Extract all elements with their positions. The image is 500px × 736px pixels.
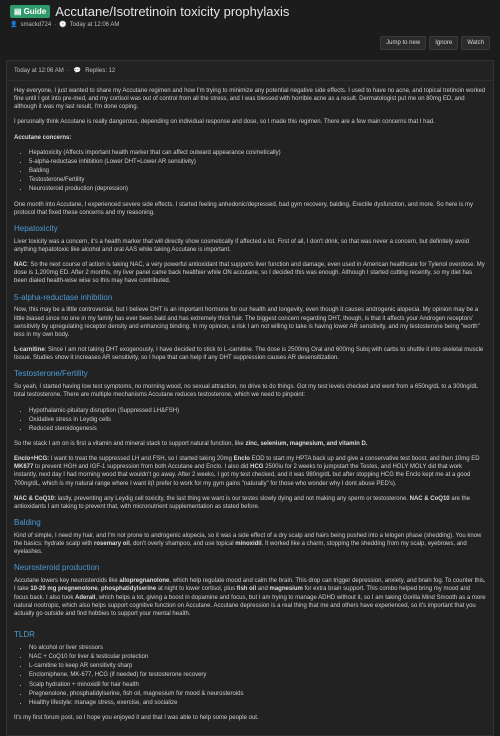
list-item: • Hypothalamic-pituitary disruption (Suppressed LH&FSH) bbox=[29, 407, 486, 415]
stack-paragraph: So the stack I am on is first a vitamin and mineral stack to support natural function, like zinc, selenium, magnesium, and vitamin D. bbox=[14, 441, 368, 447]
outro-paragraph: It's my first forum post, so I hope you enjoyed it and that I was able to help some people out. bbox=[14, 715, 259, 722]
concerns-list bbox=[14, 149, 486, 194]
tldr-heading: TLDR bbox=[14, 630, 35, 640]
reply-count: Replies: 12 bbox=[85, 67, 116, 74]
list-item: • Balding bbox=[29, 167, 486, 175]
list-item: • Oxidative stress in Leydig cells bbox=[29, 416, 486, 424]
testosterone-heading: Testosterone/Fertility bbox=[14, 369, 88, 379]
balding-heading: Balding bbox=[14, 518, 41, 528]
neurosteroid-paragraph: Accutane lowers key neurosteroids like allopregnanolone, which help regulate mood and calm the brain. This drop can trigger depression, anxiety, and brain fog. To counter this, I take 10-20 mg pregnenolone, phosphatidylserine at night to lower cortisol, plus fish oil and magnesium for extra brain support. This combo helped bring my mood and focus back. I also took Aderall, which helps a lot, giving a boost in dopamine and focus, but I am trying to manage ADHD without it, so I am taking Gorilla Mind Smooth as a more natural nootropic, which also helps support cognitive function on Accutane. Accutane depression is a real thing that me and others have experienced, so it's important that you actually go outside and find hobbies to support your mental health. bbox=[14, 578, 486, 617]
5ar-heading: 5-alpha-reductase inhibition bbox=[14, 292, 113, 302]
post-body bbox=[7, 81, 493, 735]
jump-to-new-button[interactable]: Jump to new bbox=[380, 36, 426, 50]
list-item: • Hepatoxicity (Affects important health marker that can affect outward appearance cosmetically) bbox=[29, 149, 486, 157]
balding-paragraph: Kind of simple, I need my hair, and I'm not prone to androgenic alopecia, so it was a side effect of a dry scalp and hairs being pushed into a telogen phase (shedding). You know the basics: hydrate scalp with rosemary oil, don't overly shampoo, and use topical minoxidil. It worked like a charm, stopping the shedding from my scalp, eyebrows, and eyelashes. bbox=[14, 532, 482, 556]
thread-header bbox=[0, 0, 500, 28]
thread-time: Today at 12:06 AM bbox=[69, 21, 120, 28]
list-item: • L-carnitine to keep AR sensitivity sharp bbox=[29, 662, 486, 670]
watch-button[interactable]: Watch bbox=[461, 36, 490, 50]
separator: · bbox=[67, 67, 70, 74]
clock-icon: 🕒 bbox=[59, 22, 67, 28]
list-item: • NAC + CoQ10 for liver & testicular protection bbox=[29, 653, 486, 661]
one-month-paragraph: One month into Accutane, I experienced severe side effects. I started feeling anhedonic/depressed, bad gym recovery, balding, Erectile dysfunction, and more. So here is my protocol that fixed these concerns and my reasoning. bbox=[14, 201, 474, 216]
hepatoxicity-paragraph: Liver toxicity was a concern, it's a health marker that will directly show cosmetically if affected a lot. First of all, I don't drink, so that was never a concern, but definitely avoid anything hepatotoxic like alcohol and oral AAS while taking Accutane is important. bbox=[14, 238, 470, 253]
testosterone-paragraph: So yeah, I started having low test symptoms, no morning wood, no sexual attraction, no drive to do things. Got my test levels checked and went from a 650ng/dL to a 300ng/dL total testosterone. There are multiple mechanisms Accutane reduces testosterone, which we need to pinpoint: bbox=[14, 384, 478, 399]
5ar-paragraph: Now, this may be a little controversial, but I believe DHT is an important hormone for our health and longevity, even though it causes androgenic alopecia. My opinion may be a little biased since no one in my family has ever been bald and has extremely thick hair. The biggest concern regarding DHT, though, is that it affects your Androgen receptors' sensitivity by upregulating receptor density and enhancing binding. In my opinion, a risk I am not willing to take is having lower AR sensitivity, and my testosterone being "worth" less in my own body. bbox=[14, 307, 480, 338]
ignore-button[interactable]: Ignore bbox=[429, 36, 458, 50]
intro-paragraph: Hey everyone, I just wanted to share my Accutane regimen and how I'm trying to minimize any potential negative side effects. I used to have no acne, and topical tretinoin worked fine until I got into pre-med, and my cortisol was out of control from all the stress, and I was blessed with horrible acne as a result. Dermatologist put me on 80mg ED, and although it was my last result, I'm done coping. bbox=[14, 88, 486, 111]
mechanisms-list bbox=[14, 407, 486, 433]
concerns-heading: Accutane concerns: bbox=[14, 134, 72, 141]
thread-actions bbox=[0, 36, 500, 50]
tldr-list bbox=[14, 644, 486, 707]
neurosteroid-heading: Neurosteroid production bbox=[14, 563, 100, 573]
lcarnitine-paragraph: L-carnitine: Since I am not taking DHT exogenously, I have decided to stick to L-carnitine. The dose is 2500mg Oral and 600mg Subq with carbs to shuttle it into skeletal muscle tissue. Studies show it increases AR sensitivity, so I hope that can help if any DHT suppression causes AR desensitization. bbox=[14, 347, 484, 362]
list-item: • Pregnenolone, phosphatidylserine, fish oil, magnesium for mood & neurosteroids bbox=[29, 690, 486, 698]
separator: · bbox=[54, 21, 57, 28]
user-icon: 👤 bbox=[10, 22, 18, 28]
list-item: • Testosterone/Fertility bbox=[29, 176, 486, 184]
post-meta bbox=[7, 61, 493, 81]
enclo-paragraph: Enclo+HCG: I want to treat the suppressed LH and FSH, so I started taking 20mg Enclo EOD to start my HPTA back up and give a conservative test boost, and then 10mg ED MK677 to prevent HGH and IGF-1 suppression from both Accutane and Enclo. I also did HCG 2500iu for 2 weeks to jumpstart the Testes, and HOLY MOLY did that work instantly, next day I had morning wood that wouldn't go away. After 2 weeks, I got my test checked, and it was 980ng/dL but after stopping HCG the Enclo kept me at a good 700ng/dL, which is my natural range where I want it(I prefer to work for my gym gains "naturally" for those who wonder why I dont abuse PED's). bbox=[14, 456, 480, 487]
list-item: • No alcohol or liver stressors bbox=[29, 644, 486, 652]
list-item: • Healthy lifestyle: manage stress, exercise, and socialize bbox=[29, 699, 486, 707]
post-time[interactable]: Today at 12:06 AM bbox=[14, 67, 64, 74]
list-item: • 5-alpha-reductase inhibition (Lower DHT=Lower AR sensitivity) bbox=[29, 158, 486, 166]
post bbox=[6, 60, 494, 736]
list-item: • Enclomiphene, MK-677, HCG (if needed) for testosterone recovery bbox=[29, 671, 486, 679]
list-item: • Neurosteroid production (depression) bbox=[29, 185, 486, 193]
comment-icon: 💬 bbox=[73, 68, 82, 74]
risk-paragraph: I personally think Accutane is really dangerous, depending on individual response and dose, so I made this regimen. There are a few main concerns that I had. bbox=[14, 119, 435, 126]
list-item: • Scalp hydration + minoxidil for hair health bbox=[29, 681, 486, 689]
hepatoxicity-heading: Hepatoxicity bbox=[14, 223, 58, 233]
thread-title: Accutane/Isotretinoin toxicity prophylaxis bbox=[55, 4, 290, 19]
nac-coq10-paragraph: NAC & CoQ10: lastly, preventing any Leydig cell toxicity, the last thing we want is our testes slowly dying and not making any sperm or testosterone. NAC & CoQ10 are the antioxidants I am taking to prevent that, with micronutrient supplementation as stated before. bbox=[14, 495, 471, 510]
nac-paragraph: NAC: So the next course of action is taking NAC, a very powerful antioxidant that supports liver function and damage, even used in American healthcare for Tylenol overdose. My dose is 1,200mg ED. After 2 months, my liver panel came back healthier while ON accutane, so I decided this was enough. Although I started cutting recently, so my diet has been dialed health-wise wise so this may have contributed. bbox=[14, 262, 485, 285]
list-item: • Reduced steroidogenesis bbox=[29, 425, 486, 433]
guide-badge[interactable]: ▤ Guide bbox=[10, 5, 50, 18]
thread-author[interactable]: smackd724 bbox=[20, 21, 52, 28]
book-icon: ▤ bbox=[14, 7, 22, 16]
